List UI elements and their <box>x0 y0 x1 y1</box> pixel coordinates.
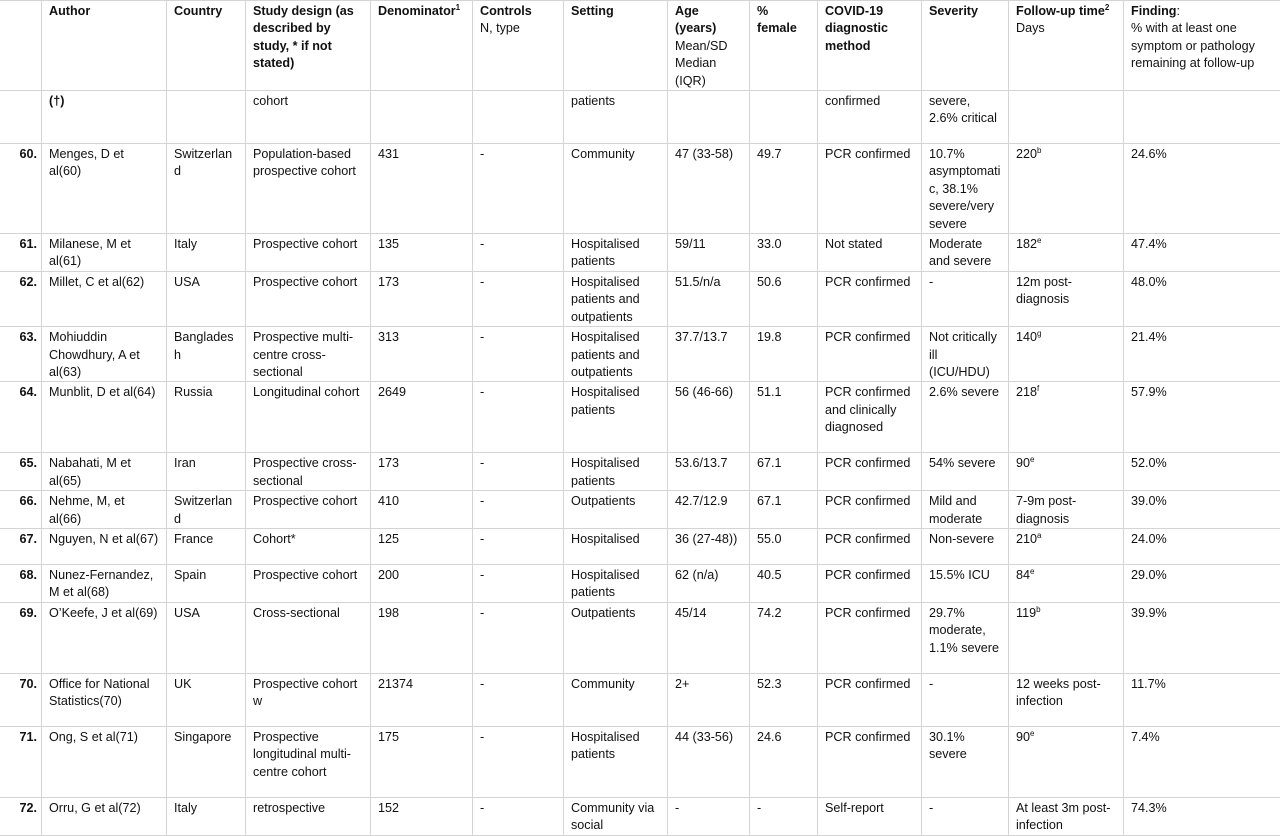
cell-method: PCR confirmed <box>818 564 922 602</box>
cell-female <box>750 91 818 144</box>
cell-setting: Hospitalised patients <box>564 726 668 797</box>
cell-design: Cross-sectional <box>246 602 371 673</box>
cell-denominator: 200 <box>371 564 473 602</box>
header-severity: Severity <box>922 1 1009 91</box>
cell-method: PCR confirmed <box>818 726 922 797</box>
cell-design: Prospective cross-sectional <box>246 453 371 491</box>
cell-female: 40.5 <box>750 564 818 602</box>
cell-age: 62 (n/a) <box>668 564 750 602</box>
cell-method: PCR confirmed and clinically diagnosed <box>818 382 922 453</box>
cell-severity: Not critically ill (ICU/HDU) <box>922 327 1009 382</box>
cell-setting: Community via social <box>564 797 668 835</box>
header-age: Age (years) Mean/SD Median (IQR) <box>668 1 750 91</box>
cell-setting: Outpatients <box>564 602 668 673</box>
cell-country: Spain <box>167 564 246 602</box>
cell-country: Switzerland <box>167 491 246 529</box>
header-author: Author <box>42 1 167 91</box>
header-setting: Setting <box>564 1 668 91</box>
table-row <box>0 602 1280 673</box>
table-row <box>0 726 1280 797</box>
cell-controls: - <box>473 234 564 272</box>
cell-finding: 39.9% <box>1124 602 1280 673</box>
cell-female: 49.7 <box>750 144 818 234</box>
cell-female: 50.6 <box>750 271 818 326</box>
cell-controls: - <box>473 602 564 673</box>
cell-female: - <box>750 797 818 835</box>
cell-setting: Hospitalised patients <box>564 234 668 272</box>
header-female: % female <box>750 1 818 91</box>
cell-age: 59/11 <box>668 234 750 272</box>
cell-method: PCR confirmed <box>818 453 922 491</box>
cell-female: 24.6 <box>750 726 818 797</box>
cell-setting: Community <box>564 673 668 726</box>
cell-author: Milanese, M et al(61) <box>42 234 167 272</box>
cell-design: Cohort* <box>246 528 371 564</box>
cell-design: Prospective multi-centre cross-sectional <box>246 327 371 382</box>
cell-age: 53.6/13.7 <box>668 453 750 491</box>
cell-followup: 84e <box>1009 564 1124 602</box>
header-diagnostic-method: COVID-19 diagnostic method <box>818 1 922 91</box>
table-row <box>0 327 1280 382</box>
cell-controls: - <box>473 528 564 564</box>
cell-age <box>668 91 750 144</box>
cell-female: 55.0 <box>750 528 818 564</box>
cell-author: Menges, D et al(60) <box>42 144 167 234</box>
cell-setting: Hospitalised patients <box>564 564 668 602</box>
cell-female: 74.2 <box>750 602 818 673</box>
cell-num: 65. <box>0 453 42 491</box>
cell-num: 66. <box>0 491 42 529</box>
cell-denominator: 173 <box>371 453 473 491</box>
continuation-row <box>0 91 1280 144</box>
cell-age: 2+ <box>668 673 750 726</box>
header-controls: Controls N, type <box>473 1 564 91</box>
cell-method: Not stated <box>818 234 922 272</box>
cell-followup: 90e <box>1009 453 1124 491</box>
header-study-design: Study design (as described by study, * if not stated) <box>246 1 371 91</box>
cell-method: PCR confirmed <box>818 491 922 529</box>
cell-severity: 29.7% moderate, 1.1% severe <box>922 602 1009 673</box>
cell-setting: Hospitalised patients and outpatients <box>564 327 668 382</box>
cell-female: 67.1 <box>750 491 818 529</box>
cell-setting: Hospitalised patients <box>564 453 668 491</box>
cell-author: Mohiuddin Chowdhury, A et al(63) <box>42 327 167 382</box>
cell-setting: patients <box>564 91 668 144</box>
cell-country: UK <box>167 673 246 726</box>
header-row <box>0 1 1280 91</box>
table-row <box>0 564 1280 602</box>
cell-age: 56 (46-66) <box>668 382 750 453</box>
cell-severity: - <box>922 797 1009 835</box>
cell-age: 36 (27-48)) <box>668 528 750 564</box>
cell-author: Millet, C et al(62) <box>42 271 167 326</box>
table-row <box>0 491 1280 529</box>
cell-severity: Mild and moderate <box>922 491 1009 529</box>
cell-finding: 74.3% <box>1124 797 1280 835</box>
cell-setting: Outpatients <box>564 491 668 529</box>
cell-design: Prospective cohort <box>246 564 371 602</box>
table-row <box>0 382 1280 453</box>
table-row <box>0 673 1280 726</box>
cell-num: 68. <box>0 564 42 602</box>
cell-female: 67.1 <box>750 453 818 491</box>
cell-controls: - <box>473 382 564 453</box>
cell-num: 62. <box>0 271 42 326</box>
cell-followup: 12 weeks post-infection <box>1009 673 1124 726</box>
cell-author: (†) <box>42 91 167 144</box>
cell-author: Nguyen, N et al(67) <box>42 528 167 564</box>
cell-design: Prospective longitudinal multi-centre cohort <box>246 726 371 797</box>
cell-controls <box>473 91 564 144</box>
cell-finding: 48.0% <box>1124 271 1280 326</box>
cell-design: Prospective cohort <box>246 271 371 326</box>
cell-denominator: 125 <box>371 528 473 564</box>
cell-controls: - <box>473 797 564 835</box>
cell-design: retrospective <box>246 797 371 835</box>
cell-author: Ong, S et al(71) <box>42 726 167 797</box>
cell-country: France <box>167 528 246 564</box>
cell-age: 37.7/13.7 <box>668 327 750 382</box>
table-row <box>0 234 1280 272</box>
cell-method: PCR confirmed <box>818 271 922 326</box>
cell-female: 19.8 <box>750 327 818 382</box>
cell-denominator: 175 <box>371 726 473 797</box>
header-finding: Finding: % with at least one symptom or pathology remaining at follow-up <box>1124 1 1280 91</box>
cell-method: PCR confirmed <box>818 327 922 382</box>
cell-num: 64. <box>0 382 42 453</box>
cell-followup <box>1009 91 1124 144</box>
cell-finding: 7.4% <box>1124 726 1280 797</box>
cell-num: 71. <box>0 726 42 797</box>
cell-age: 51.5/n/a <box>668 271 750 326</box>
header-num <box>0 1 42 91</box>
cell-denominator: 198 <box>371 602 473 673</box>
cell-method: PCR confirmed <box>818 602 922 673</box>
cell-severity: 30.1% severe <box>922 726 1009 797</box>
cell-age: 42.7/12.9 <box>668 491 750 529</box>
cell-severity: severe, 2.6% critical <box>922 91 1009 144</box>
cell-method: PCR confirmed <box>818 144 922 234</box>
cell-finding: 24.6% <box>1124 144 1280 234</box>
table-row <box>0 453 1280 491</box>
cell-female: 51.1 <box>750 382 818 453</box>
cell-author: Orru, G et al(72) <box>42 797 167 835</box>
cell-denominator <box>371 91 473 144</box>
table-row <box>0 271 1280 326</box>
cell-denominator: 431 <box>371 144 473 234</box>
cell-followup: 210$^a$ <box>1009 528 1124 564</box>
cell-country: Italy <box>167 234 246 272</box>
cell-country: Russia <box>167 382 246 453</box>
cell-setting: Hospitalised patients and outpatients <box>564 271 668 326</box>
cell-followup: 140$^g$ <box>1009 327 1124 382</box>
cell-setting: Community <box>564 144 668 234</box>
cell-controls: - <box>473 144 564 234</box>
cell-country: Singapore <box>167 726 246 797</box>
cell-method: PCR confirmed <box>818 528 922 564</box>
cell-num: 60. <box>0 144 42 234</box>
cell-country: USA <box>167 602 246 673</box>
cell-female: 52.3 <box>750 673 818 726</box>
cell-severity: 54% severe <box>922 453 1009 491</box>
cell-author: Nabahati, M et al(65) <box>42 453 167 491</box>
cell-setting: Hospitalised patients <box>564 382 668 453</box>
cell-num: 72. <box>0 797 42 835</box>
cell-denominator: 135 <box>371 234 473 272</box>
cell-finding: 47.4% <box>1124 234 1280 272</box>
cell-denominator: 2649 <box>371 382 473 453</box>
cell-finding: 39.0% <box>1124 491 1280 529</box>
header-denominator: Denominator$^1$ <box>371 1 473 91</box>
cell-severity: - <box>922 271 1009 326</box>
header-country: Country <box>167 1 246 91</box>
cell-controls: - <box>473 327 564 382</box>
cell-followup: 218$^f$ <box>1009 382 1124 453</box>
cell-denominator: 313 <box>371 327 473 382</box>
cell-design: Longitudinal cohort <box>246 382 371 453</box>
cell-country: Switzerland <box>167 144 246 234</box>
cell-design: Prospective cohort <box>246 234 371 272</box>
cell-design: cohort <box>246 91 371 144</box>
table-row <box>0 528 1280 564</box>
cell-finding: 21.4% <box>1124 327 1280 382</box>
cell-age: 45/14 <box>668 602 750 673</box>
cell-severity: 2.6% severe <box>922 382 1009 453</box>
cell-followup: 119$^b$ <box>1009 602 1124 673</box>
cell-num: 69. <box>0 602 42 673</box>
cell-design: Prospective cohort <box>246 491 371 529</box>
cell-female: 33.0 <box>750 234 818 272</box>
cell-denominator: 410 <box>371 491 473 529</box>
cell-controls: - <box>473 673 564 726</box>
cell-country: Iran <box>167 453 246 491</box>
cell-author: Nehme, M, et al(66) <box>42 491 167 529</box>
cell-denominator: 21374 <box>371 673 473 726</box>
cell-design: Population-based prospective cohort <box>246 144 371 234</box>
cell-age: - <box>668 797 750 835</box>
cell-controls: - <box>473 491 564 529</box>
cell-num: 61. <box>0 234 42 272</box>
cell-num: 63. <box>0 327 42 382</box>
cell-followup: 220$^b$ <box>1009 144 1124 234</box>
cell-method: PCR confirmed <box>818 673 922 726</box>
cell-severity: Moderate and severe <box>922 234 1009 272</box>
cell-finding <box>1124 91 1280 144</box>
cell-design: Prospective cohort w <box>246 673 371 726</box>
cell-denominator: 173 <box>371 271 473 326</box>
cell-severity: Non-severe <box>922 528 1009 564</box>
cell-finding: 29.0% <box>1124 564 1280 602</box>
cell-method: Self-report <box>818 797 922 835</box>
cell-followup: 90e <box>1009 726 1124 797</box>
cell-finding: 52.0% <box>1124 453 1280 491</box>
cell-country: USA <box>167 271 246 326</box>
cell-num: 70. <box>0 673 42 726</box>
cell-controls: - <box>473 564 564 602</box>
cell-followup: At least 3m post-infection <box>1009 797 1124 835</box>
cell-followup: 182e <box>1009 234 1124 272</box>
cell-controls: - <box>473 453 564 491</box>
cell-author: Munblit, D et al(64) <box>42 382 167 453</box>
table-row <box>0 144 1280 234</box>
table-row <box>0 797 1280 835</box>
cell-country: Bangladesh <box>167 327 246 382</box>
cell-followup: 12m post-diagnosis <box>1009 271 1124 326</box>
cell-severity: 15.5% ICU <box>922 564 1009 602</box>
cell-finding: 24.0% <box>1124 528 1280 564</box>
cell-num <box>0 91 42 144</box>
cell-severity: 10.7% asymptomatic, 38.1% severe/very severe <box>922 144 1009 234</box>
cell-denominator: 152 <box>371 797 473 835</box>
cell-author: Nunez-Fernandez, M et al(68) <box>42 564 167 602</box>
cell-followup: 7-9m post-diagnosis <box>1009 491 1124 529</box>
header-follow-up: Follow-up time$^2$ Days <box>1009 1 1124 91</box>
cell-author: O’Keefe, J et al(69) <box>42 602 167 673</box>
cell-finding: 11.7% <box>1124 673 1280 726</box>
cell-severity: - <box>922 673 1009 726</box>
cell-num: 67. <box>0 528 42 564</box>
cell-setting: Hospitalised <box>564 528 668 564</box>
cell-method: confirmed <box>818 91 922 144</box>
cell-controls: - <box>473 271 564 326</box>
cell-finding: 57.9% <box>1124 382 1280 453</box>
cell-age: 47 (33-58) <box>668 144 750 234</box>
cell-controls: - <box>473 726 564 797</box>
cell-country: Italy <box>167 797 246 835</box>
cell-country <box>167 91 246 144</box>
cell-age: 44 (33-56) <box>668 726 750 797</box>
cell-author: Office for National Statistics(70) <box>42 673 167 726</box>
